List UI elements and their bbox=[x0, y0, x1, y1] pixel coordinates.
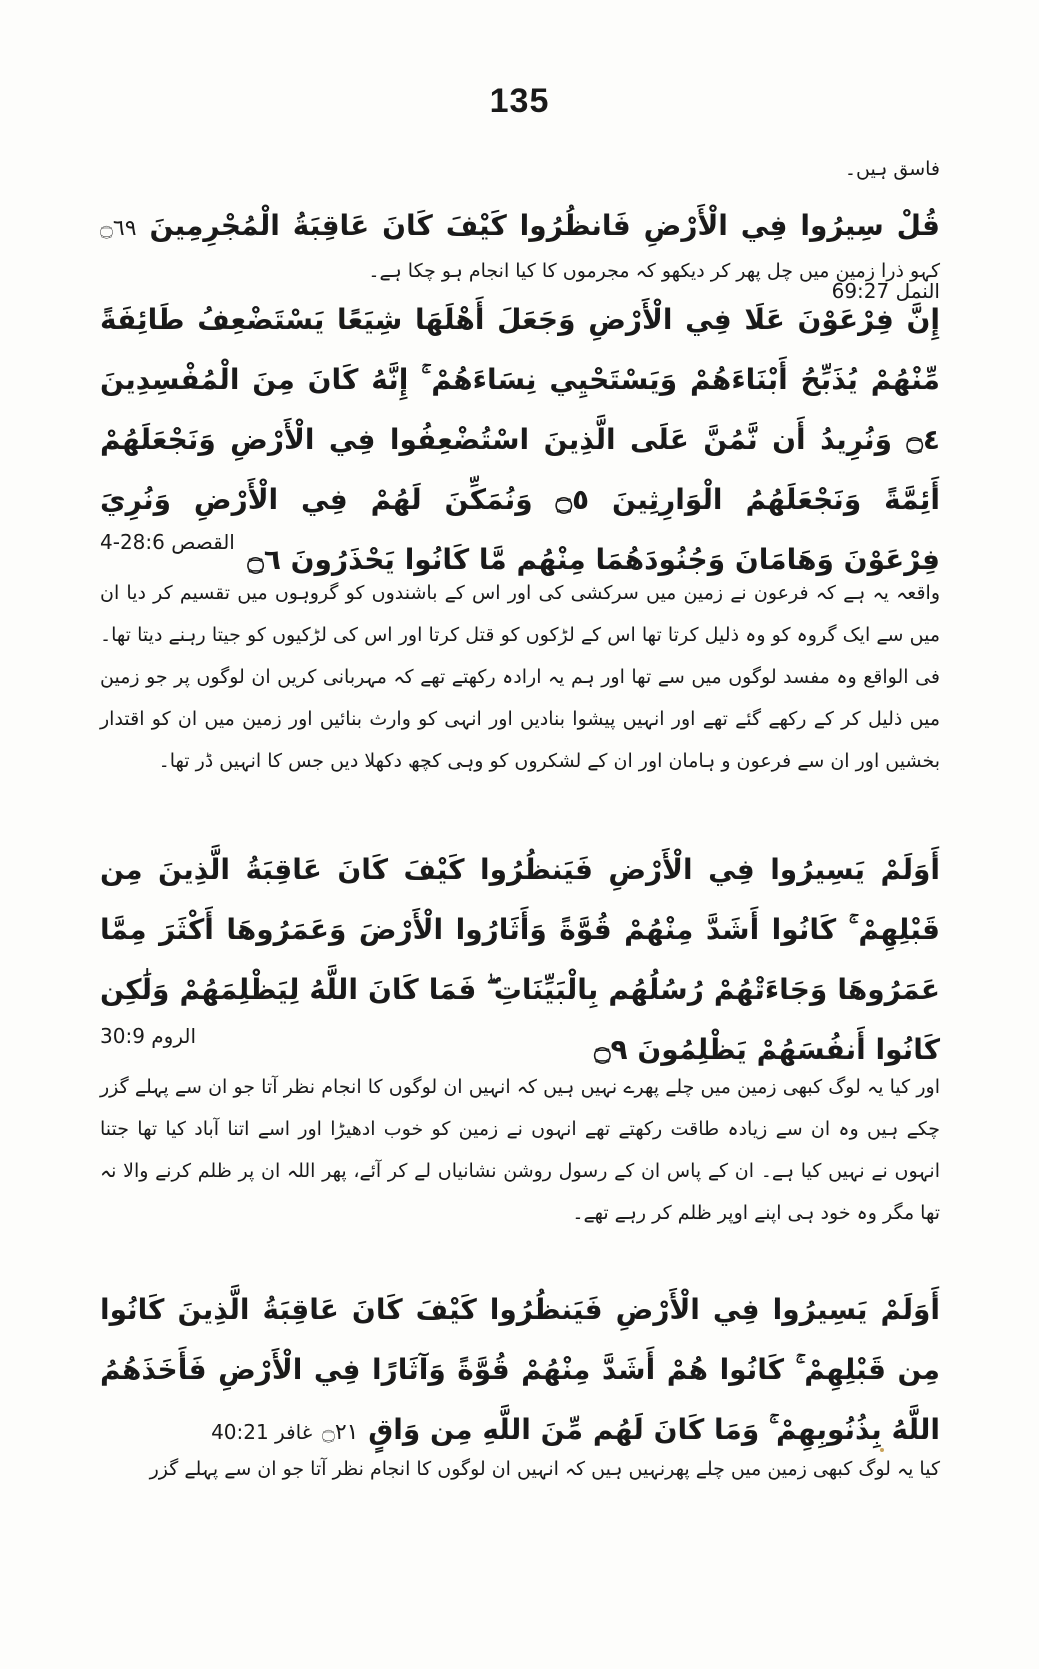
verse-text: أَوَلَمْ يَسِيرُوا فِي الْأَرْضِ فَيَنظُرُوا كَيْفَ كَانَ عَاقِبَةُ الَّذِينَ كَانُوا مِن قَبْلِهِمْ ۚ كَانُوا هُمْ أَشَدَّ مِنْهُمْ قُوَّةً وَآثَارًا فِي الْأَرْضِ فَأَخَذَهُمُ اللَّهُ بِذُنُوبِهِمْ ۚ وَمَا كَانَ لَهُم مِّنَ اللَّهِ مِن وَاقٍ bbox=[100, 1293, 940, 1446]
quran-verse-qasas: إِنَّ فِرْعَوْنَ عَلَا فِي الْأَرْضِ وَجَعَلَ أَهْلَهَا شِيَعًا يَسْتَضْعِفُ طَائِفَةً مِّنْهُمْ يُذَبِّحُ أَبْنَاءَهُمْ وَيَسْتَحْيِي نِسَاءَهُمْ ۚ إِنَّهُ كَانَ مِنَ الْمُفْسِدِينَ ۝٤ وَنُرِيدُ أَن نَّمُنَّ عَلَى الَّذِينَ اسْتُضْعِفُوا فِي الْأَرْضِ وَنَجْعَلَهُمْ أَئِمَّةً وَنَجْعَلَهُمُ الْوَارِثِينَ ۝٥ وَنُمَكِّنَ لَهُمْ فِي الْأَرْضِ وَنُرِيَ فِرْعَوْنَ وَهَامَانَ وَجُنُودَهُمَا مِنْهُم مَّا كَانُوا يَحْذَرُونَ ۝٦ bbox=[100, 303, 940, 576]
ayah-number-marker: ۝٦٩ bbox=[100, 216, 137, 241]
urdu-translation: واقعہ یہ ہے کہ فرعون نے زمین میں سرکشی کی اور اس کے باشندوں کو گروہوں میں تقسیم کر دیا ان میں سے ایک گروہ کو وہ ذلیل کرتا تھا اس کے لڑکوں کو قتل کرتا اور اس کی لڑکیوں کو جیتا رہنے دیتا تھا۔ فی الواقع وہ مفسد لوگوں میں سے تھا اور ہم یہ ارادہ رکھتے تھے کہ مہربانی کریں ان لوگوں پر جو زمین میں ذلیل کر کے رکھے گئے تھے اور انہیں پیشوا بنادیں اور انہی کو وارث بنائیں اور زمین میں ان کو اقتدار بخشیں اور ان سے فرعون و ہامان اور ان کے لشکروں کو وہی کچھ دکھلا دیں جس کا انہیں ڈر تھا۔ bbox=[100, 582, 940, 772]
verse-reference: النمل 69:27 bbox=[831, 279, 940, 303]
urdu-translation: اور کیا یہ لوگ کبھی زمین میں چلے پھرے نہیں ہیں کہ انہیں ان لوگوں کا انجام نظر آتا جو ان سے پہلے گزر چکے ہیں وہ ان سے زیادہ طاقت رکھتے تھے انہوں نے زمین کو خوب ادھیڑا اور اسے اتنا آباد کیا تھا جتنا انہوں نے نہیں کیا ہے۔ ان کے پاس ان کے رسول روشن نشانیاں لے کر آئے، پھر اللہ ان پر ظلم کرنے والا نہ تھا مگر وہ خود ہی اپنے اوپر ظلم کر رہے تھے۔ bbox=[100, 1076, 940, 1224]
ayah-number-marker: ۝٢١ bbox=[321, 1420, 359, 1445]
quran-verse-rum: أَوَلَمْ يَسِيرُوا فِي الْأَرْضِ فَيَنظُرُوا كَيْفَ كَانَ عَاقِبَةُ الَّذِينَ مِن قَبْلِهِمْ ۚ كَانُوا أَشَدَّ مِنْهُمْ قُوَّةً وَأَثَارُوا الْأَرْضَ وَعَمَرُوهَا أَكْثَرَ مِمَّا عَمَرُوهَا وَجَاءَتْهُمْ رُسُلُهُم بِالْبَيِّنَاتِ ۖ فَمَا كَانَ اللَّهُ لِيَظْلِمَهُمْ وَلَٰكِن كَانُوا أَنفُسَهُمْ يَظْلِمُونَ ۝٩ bbox=[100, 853, 940, 1066]
page-number: 135 bbox=[489, 82, 550, 120]
verse-reference: القصص 28:6-4 bbox=[100, 530, 235, 554]
paper-speck bbox=[880, 1448, 884, 1452]
verse-reference: الروم 30:9 bbox=[100, 1024, 197, 1048]
urdu-translation: کیا یہ لوگ کبھی زمین میں چلے پھرنہیں ہیں کہ انہیں ان لوگوں کا انجام نظر آتا جو ان سے پہلے گزر bbox=[149, 1458, 940, 1480]
urdu-translation: کہو ذرا زمین میں چل پھر کر دیکھو کہ مجرموں کا کیا انجام ہو چکا ہے۔ bbox=[368, 260, 940, 282]
verse-reference: غافر 40:21 bbox=[211, 1420, 313, 1444]
verse-text: قُلْ سِيرُوا فِي الْأَرْضِ فَانظُرُوا كَيْفَ كَانَ عَاقِبَةُ الْمُجْرِمِينَ bbox=[149, 209, 941, 242]
urdu-text-line: فاسق ہیں۔ bbox=[844, 158, 940, 180]
quran-verse-ghafir bbox=[100, 1280, 940, 1463]
